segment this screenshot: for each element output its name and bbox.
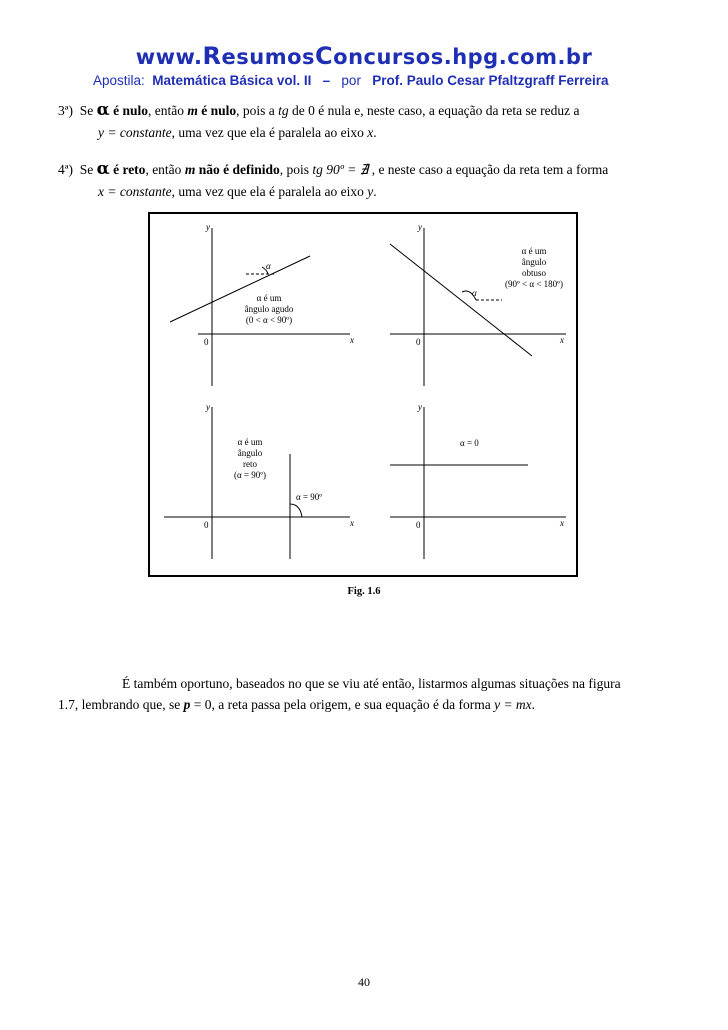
closing-line-1: É também oportuno, baseados no que se viu até então, listarmos algumas situações na figura (122, 676, 621, 691)
panel-3-x-label: x (350, 518, 354, 528)
panel-2-desc-2: ângulo (521, 257, 547, 267)
figure-svg (150, 214, 576, 575)
panel-3-desc-1: α é um (237, 437, 263, 447)
panel-1-origin: 0 (204, 337, 209, 347)
item-4-line-1: 4ª) Se α é reto, então m não é definido, pois tg 90º = ∄ , e neste caso a equação da reta tem a forma (58, 159, 609, 179)
panel-4-origin: 0 (416, 520, 421, 530)
panel-3-origin: 0 (204, 520, 209, 530)
por-label: por (341, 73, 361, 88)
course-title: Matemática Básica vol. II (152, 73, 312, 88)
item-4-line-2: x = constante, uma vez que ela é paralela ao eixo y. (98, 184, 377, 199)
author: Prof. Paulo Cesar Pfaltzgraff Ferreira (372, 73, 609, 88)
panel-2-alpha: α (472, 288, 477, 298)
panel-2-x-label: x (560, 335, 564, 345)
panel-3-alpha-eq: α = 90º (296, 492, 323, 502)
item-3-line-1: 3ª) Se α é nulo, então m é nulo, pois a tg de 0 é nula e, neste caso, a equação da reta se reduz a (58, 100, 580, 120)
item-3-line-2: y = constante, uma vez que ela é paralela ao eixo x. (98, 125, 377, 140)
panel-1-desc-2: ângulo agudo (244, 304, 294, 314)
panel-1-x-label: x (350, 335, 354, 345)
panel-2-y-label: y (418, 222, 422, 232)
panel-3-desc-4: (α = 90º) (233, 470, 267, 480)
panel-1-alpha: α (266, 261, 271, 271)
dash: – (322, 73, 331, 88)
panel-4-y-label: y (418, 402, 422, 412)
panel-2-line (390, 244, 532, 356)
panel-2-origin: 0 (416, 337, 421, 347)
figure-box (148, 212, 578, 577)
closing-line-2: 1.7, lembrando que, se p = 0, a reta passa pela origem, e sua equação é da forma y = mx. (58, 697, 536, 712)
panel-1-desc-1: α é um (256, 293, 282, 303)
panel-1-desc-3: (0 < α < 90º) (245, 315, 293, 325)
panel-2-desc-3: obtuso (521, 268, 547, 278)
site-url[interactable]: www.ResumosConcursos.hpg.com.br (135, 42, 593, 70)
panel-3-desc-2: ângulo (237, 448, 263, 458)
panel-3-arc (290, 504, 302, 517)
panel-4-x-label: x (560, 518, 564, 528)
panel-1-y-label: y (206, 222, 210, 232)
figure-caption: Fig. 1.6 (347, 586, 381, 597)
apostila-label: Apostila: (93, 73, 145, 88)
panel-3-desc-3: reto (243, 459, 257, 469)
page-number: 40 (358, 975, 370, 989)
document-subheader (93, 73, 609, 88)
panel-2-desc-1: α é um (521, 246, 547, 256)
panel-3-y-label: y (206, 402, 210, 412)
panel-2-desc-4: (90º < α < 180º) (505, 279, 563, 289)
panel-4-alpha-eq: α = 0 (460, 438, 479, 448)
